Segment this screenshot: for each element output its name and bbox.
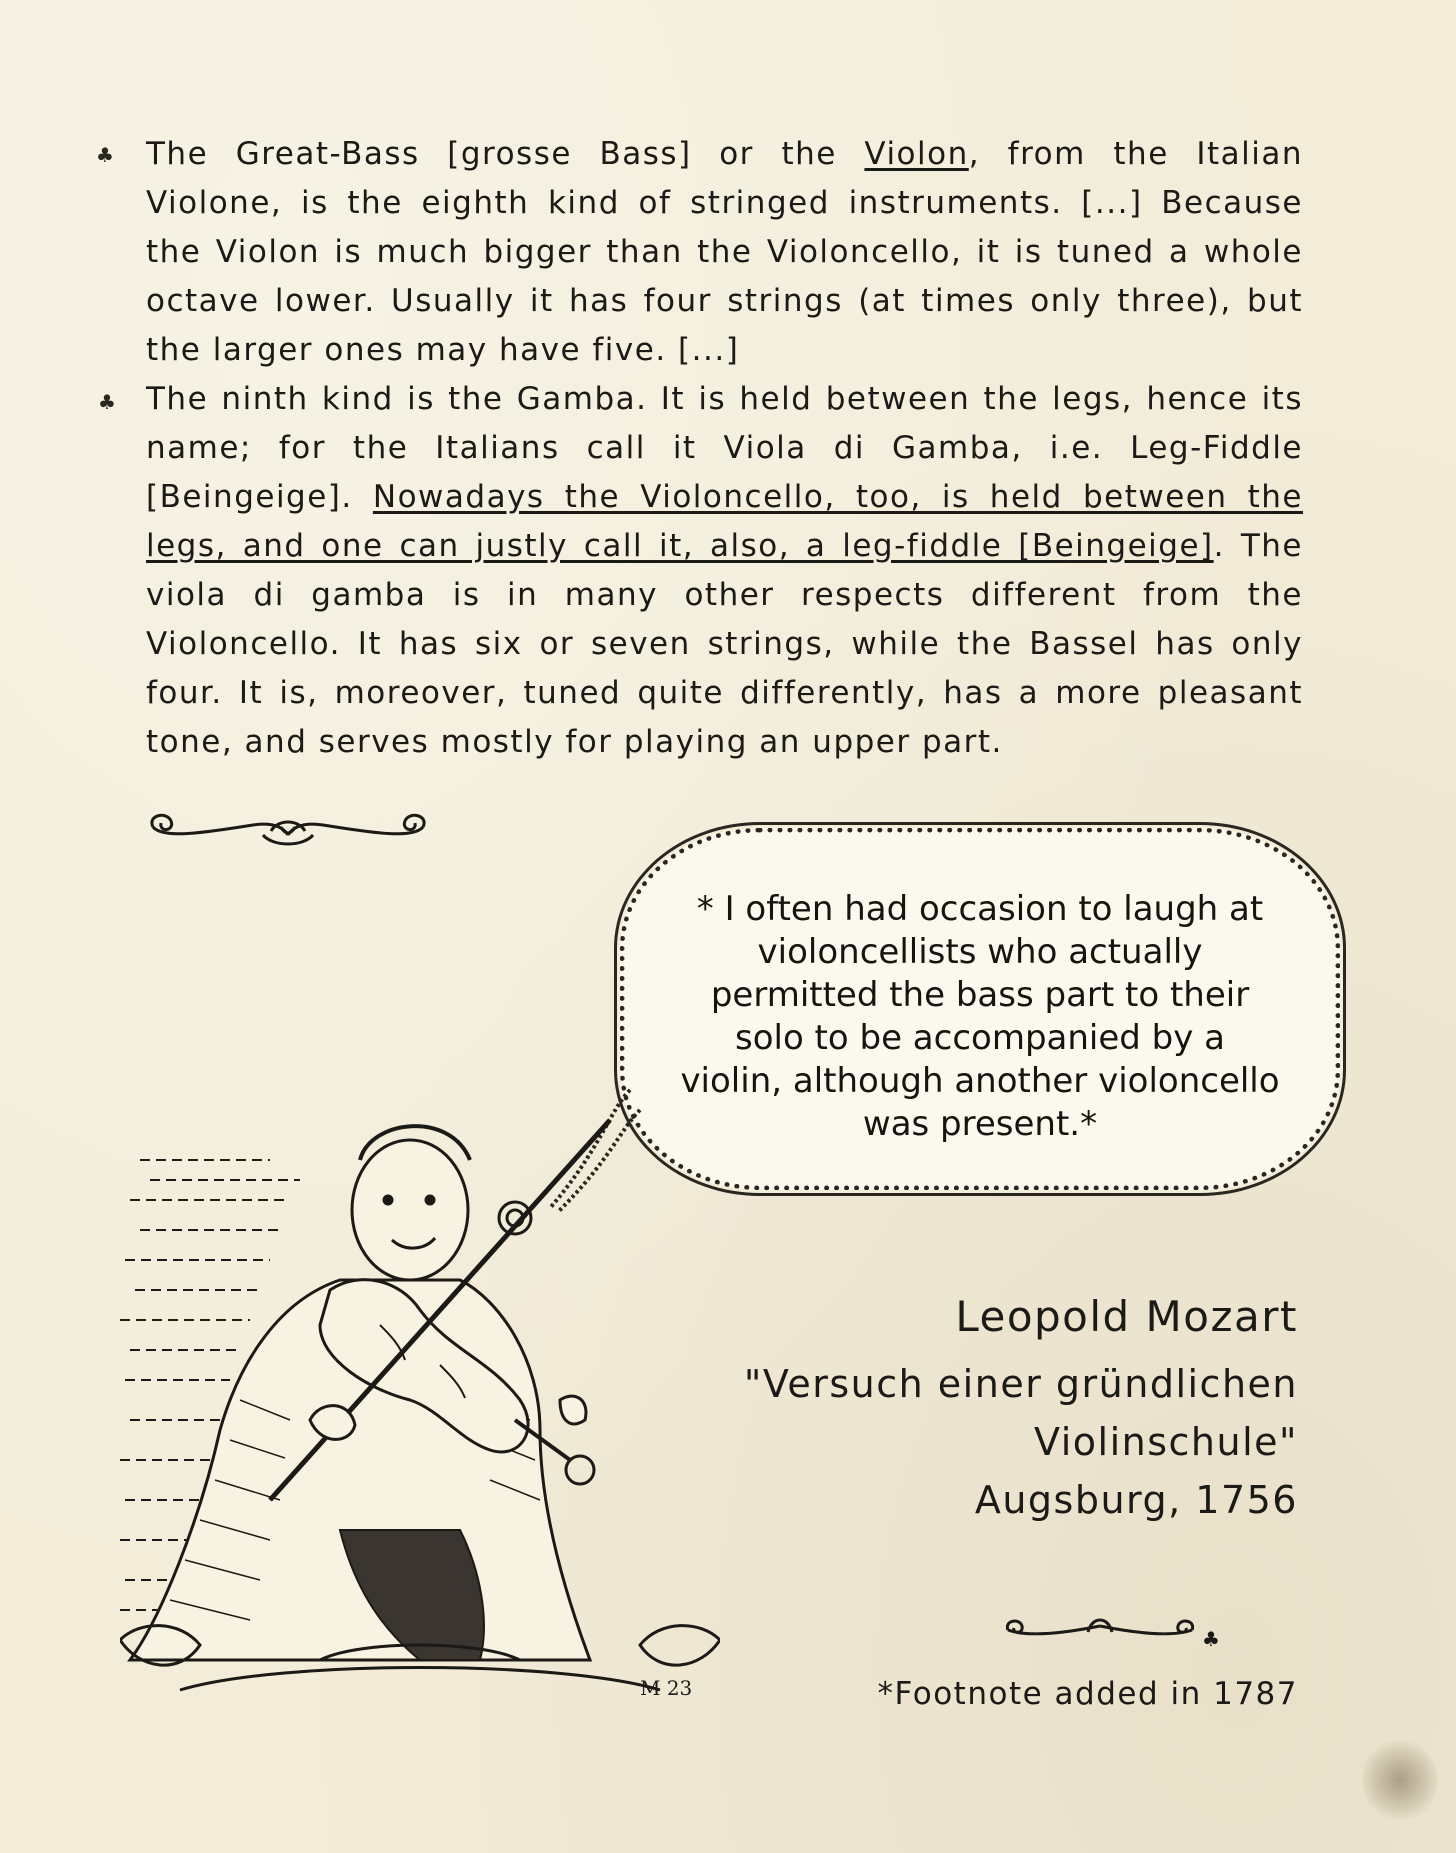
- clover-bullet-icon: ♣: [1202, 1627, 1220, 1651]
- p2-text-start: The ninth kind is the Gamba. It is held between the legs, hence its name; for the Italians call it Viola di Gamba, i.e. Leg-Fiddle [Beingeige].: [146, 381, 1303, 515]
- p1-text-end: , from the Italian Violone, is the eighth kind of stringed instruments. [...] Because the Violon is much bigger than the Violoncello, it is tuned a whole octave lower. Usually it has four strings (at times only three), but the larger ones may have five. [...]: [146, 136, 1303, 368]
- p2-text-end: . The viola di gamba is in many other respects different from the Violoncello. It has six or seven strings, while the Bassel has only four. It is, moreover, tuned quite differently, has a more pleasant tone, and serves mostly for playing an upper part.: [146, 528, 1303, 760]
- violon-underlined: Violon: [864, 136, 969, 172]
- clover-bullet-icon: ♣: [96, 143, 114, 167]
- flourish-ornament-icon: [1000, 1610, 1200, 1650]
- artist-signature: M 23: [640, 1676, 693, 1700]
- speech-bubble-text: * I often had occasion to laugh at violoncellists who actually permitted the bass part to their solo to be accompanied by a violin, although another violoncello was present.*: [680, 889, 1280, 1144]
- book-title-line2: Violinschule": [1034, 1420, 1298, 1464]
- cellist-illustration: [120, 1100, 720, 1720]
- footnote: *Footnote added in 1787: [877, 1676, 1298, 1712]
- paragraph-gamba: [146, 375, 1303, 767]
- clover-bullet-icon: ♣: [98, 390, 116, 414]
- p1-text-start: The Great-Bass [grosse Bass] or the: [146, 136, 865, 172]
- paragraph-violon: [146, 130, 1303, 375]
- ink-stain: [1362, 1738, 1438, 1822]
- flourish-ornament-icon: [143, 805, 433, 853]
- quote-author: Leopold Mozart: [955, 1292, 1298, 1341]
- p2-underlined-phrase: Nowadays the Violoncello, too, is held between the legs, and one can justly call it, also, a leg-fiddle [Beingeige]: [146, 479, 1303, 564]
- book-title-line1: "Versuch einer gründlichen: [743, 1362, 1298, 1406]
- place-year: Augsburg, 1756: [974, 1478, 1298, 1522]
